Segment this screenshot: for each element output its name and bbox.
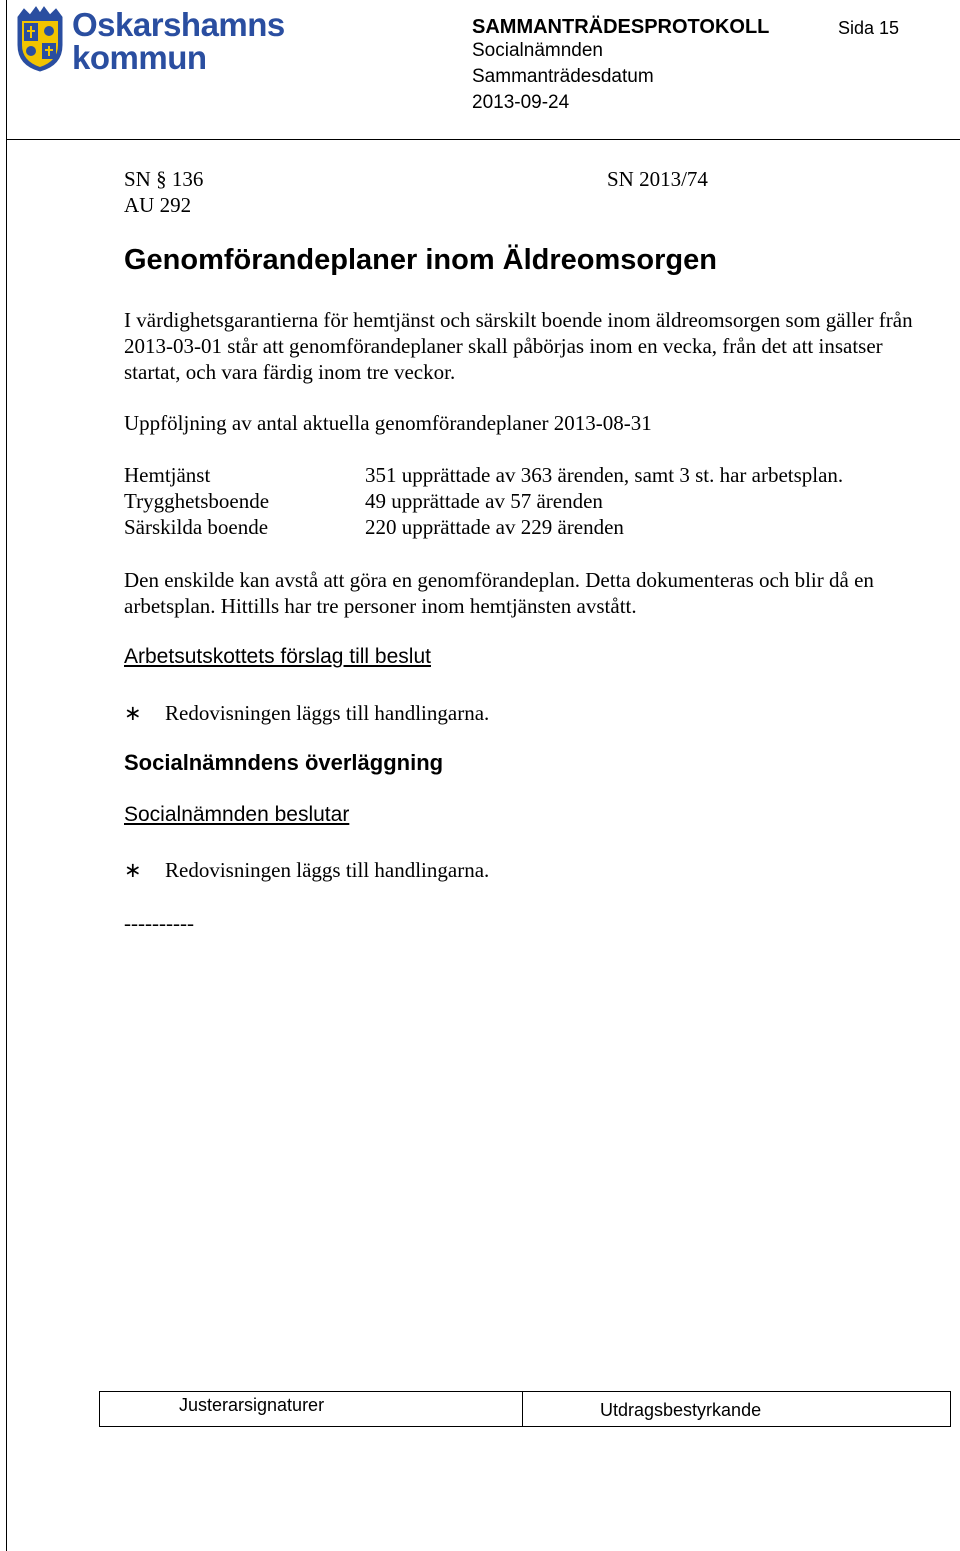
footer-divider [522,1391,523,1427]
bullet-icon: ∗ [124,701,142,725]
footer-divider [99,1391,100,1427]
coat-of-arms-icon [14,5,66,73]
case-reference: SN 2013/74 [607,167,708,191]
org-name-line2: kommun [72,39,207,76]
page-number: Sida 15 [838,18,900,38]
certified-label: Utdragsbestyrkande [600,1400,762,1420]
footer-top-line [99,1391,950,1392]
decision-heading: Socialnämnden beslutar [124,803,350,826]
followup-value: 220 upprättade av 229 ärenden [365,515,624,539]
signatures-label: Justerarsignaturer [179,1395,325,1415]
decision-item: Redovisningen läggs till handlingarna. [165,858,490,882]
footer-bottom-line [99,1426,950,1427]
au-number: AU 292 [124,193,192,217]
intro-paragraph: I värdighetsgarantierna för hemtjänst och särskilt boende inom äldreomsorgen som gäller från 2013-03-01 står att genomförandeplaner skall påbörjas inom en vecka, från det att insatser startat, och vara färdig inom tre veckor. [124,308,913,384]
org-logo-text [72,8,285,74]
section-separator: ---------- [124,911,194,935]
followup-value: 351 upprättade av 363 ärenden, samt 3 st. har arbetsplan. [365,463,844,487]
paragraph-number: SN § 136 [124,167,204,191]
followup-value: 49 upprättade av 57 ärenden [365,489,603,513]
page-title: Genomförandeplaner inom Äldreomsorgen [124,244,717,276]
bullet-icon: ∗ [124,858,142,882]
au-proposal-heading: Arbetsutskottets förslag till beslut [124,645,431,668]
followup-label: Trygghetsboende [124,489,270,513]
meeting-date: 2013-09-24 [472,92,570,113]
followup-title: Uppföljning av antal aktuella genomförandeplaner 2013-08-31 [124,411,652,435]
au-proposal-item: Redovisningen läggs till handlingarna. [165,701,490,725]
followup-label: Hemtjänst [124,463,211,487]
deliberation-heading: Socialnämndens överläggning [124,750,444,775]
org-name-line1: Oskarshamns [72,6,285,43]
date-label: Sammanträdesdatum [472,66,654,87]
followup-label: Särskilda boende [124,515,269,539]
note-paragraph: Den enskilde kan avstå att göra en genomförandeplan. Detta dokumenteras och blir då en arbetsplan. Hittills har tre personer inom hemtjänsten avstått. [124,568,874,618]
committee-name: Socialnämnden [472,40,603,61]
document-type: SAMMANTRÄDESPROTOKOLL [472,16,770,38]
footer-divider [950,1391,951,1427]
header-divider [6,139,960,140]
page-left-border [6,0,7,1551]
